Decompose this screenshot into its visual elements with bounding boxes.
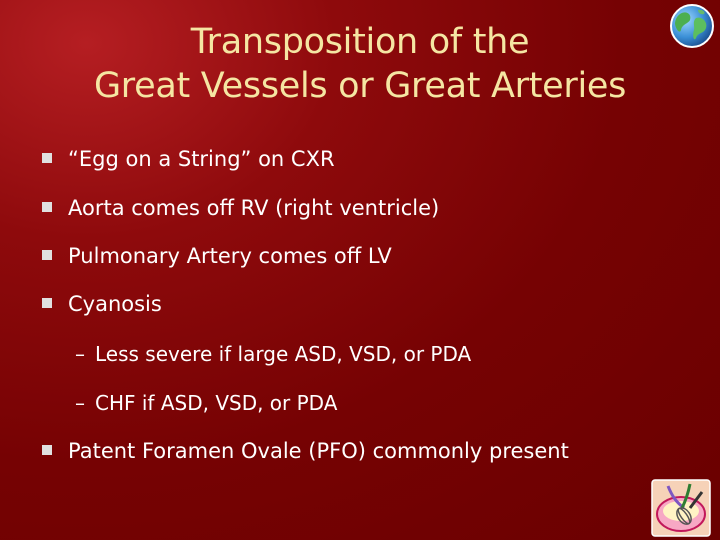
bullet-text: “Egg on a String” on CXR: [68, 147, 335, 171]
bullet-item-2: [42, 195, 439, 221]
sub-bullet-text: Less severe if large ASD, VSD, or PDA: [95, 342, 472, 366]
bullet-square-icon: [42, 298, 52, 308]
dash-glyph: –: [75, 342, 85, 366]
bullet-item-5: [42, 438, 569, 464]
bullet-square-icon: [42, 202, 52, 212]
bullet-text: Patent Foramen Ovale (PFO) commonly present: [68, 439, 569, 463]
bullet-square-icon: [42, 445, 52, 455]
egg-whisk-clipart-icon: [650, 478, 712, 538]
bullet-item-1: [42, 146, 335, 172]
bullet-item-3: [42, 243, 392, 269]
slide-title: [30, 20, 690, 108]
bullet-square-icon: [42, 153, 52, 163]
bullet-text: Cyanosis: [68, 292, 162, 316]
globe-icon: [668, 2, 716, 50]
bullet-text: Pulmonary Artery comes off LV: [68, 244, 392, 268]
title-line-2: Great Vessels or Great Arteries: [93, 66, 627, 106]
sub-bullet-item-2: [75, 390, 337, 416]
bullet-square-icon: [42, 250, 52, 260]
bullet-item-4: [42, 291, 162, 317]
sub-bullet-text: CHF if ASD, VSD, or PDA: [95, 391, 338, 415]
dash-glyph: –: [75, 391, 85, 415]
sub-bullet-item-1: [75, 341, 471, 367]
bullet-text: Aorta comes off RV (right ventricle): [68, 196, 440, 220]
title-line-1: Transposition of the: [190, 22, 530, 62]
